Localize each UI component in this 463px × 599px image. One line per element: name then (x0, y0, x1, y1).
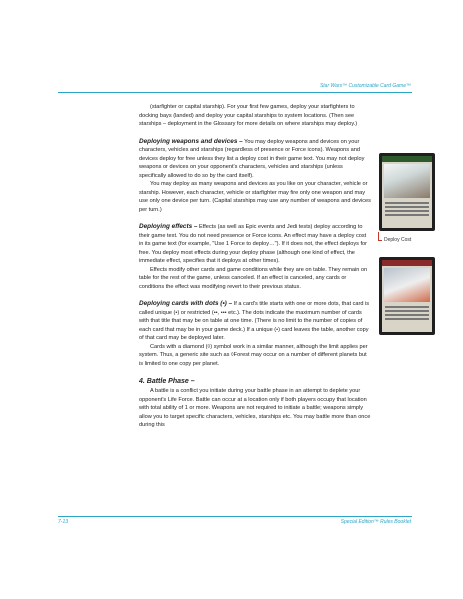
running-header: Star Wars™ Customizable Card Game™ (319, 83, 411, 89)
weapons-lead-heading: Deploying weapons and devices – (139, 137, 243, 145)
battle-phase-heading: 4. Battle Phase – (139, 378, 195, 385)
page-number: 7-13 (58, 519, 69, 525)
effects-lead-heading: Deploying effects – (139, 223, 198, 230)
paragraph-battle: A battle is a conflict you initiate during your battle phase in an attempt to deplete your opponent's Life Force. Battle can occur at a location only if both players occupy that location with total ability of 1 or more. Weapons are not required to initiate a battle; weapons simply allow you to target specific characters, vehicles, starships etc. You may battle more than once during this (139, 388, 371, 428)
paragraph-dots (139, 300, 371, 343)
card-image-effect (379, 257, 435, 335)
paragraph-dots-2: Cards with a diamond (◊) symbol work in a similar manner, although the limit applies per system. Thus, a generic site such as ◊Forest may occur on a number of different planets but is limited to one copy per planet. (139, 343, 368, 367)
deploy-cost-pointer-tick (378, 240, 382, 241)
dots-lead-heading: Deploying cards with dots (•) – (139, 300, 233, 307)
paragraph-weapons-2: You may deploy as many weapons and devices as you like on your character, vehicle or starship. However, each character, vehicle or starfighter may fire only one weapon and may use only one device per turn. (Capital starships may use any number of weapons and devices per turn.) (139, 181, 371, 213)
weapons-text: You may deploy weapons and devices on your characters, vehicles and starships (regardless of presence or Force icons). Weapons and devices deploy for free unless they list a deploy cost in their game text. You may not deploy weapons or devices on your opponent's characters, vehicles and starships (unless specifically allowed to do so by the card itself). (139, 138, 365, 179)
deploy-cost-pointer (378, 232, 379, 240)
effects-text: Effects (as well as Epic events and Jedi tests) deploy according to their game text. You do not need presence or Force icons. An effect may have a deploy cost in its game text (for example, "Use 1 Force to deploy…"). If it does not, the effect deploys for free. You deploy most effects during your deploy phase (although one kind of effect, the immediate effect, specifies that it deploys at other times). (139, 224, 368, 264)
paragraph-effects (139, 223, 371, 266)
card-image-weapon (379, 153, 435, 231)
paragraph-starship-deploy: (starfighter or capital starship). For your first few games, deploy your starfighters to docking bays (landed) and deploy your capital starships to system locations. (Then see starships – deployment in the Glossary for more details on where starships may deploy.) (139, 104, 358, 127)
main-column (139, 103, 371, 430)
footer-title: Special Edition™ Rules Booklet (340, 519, 411, 525)
deploy-cost-label: Deploy Cost (384, 237, 412, 243)
paragraph-weapons (139, 138, 371, 181)
footer-rule (58, 516, 412, 517)
paragraph-effects-2: Effects modify other cards and game conditions while they are on table. They remain on table for the rest of the game, unless canceled. If an effect is canceled, any cards or conditions the effect was modifying revert to their previous status. (139, 266, 368, 290)
dots-text: If a card's title starts with one or more dots, that card is called unique (•) or restricted (••, ••• etc.). The dots indicate the maximum number of cards with that title that may be on table at one time. (There is no limit to the number of copies of each card that may be in your game deck.) If a unique (•) card leaves the table, another copy of that card may be deployed later. (139, 301, 370, 341)
header-rule (58, 92, 412, 93)
